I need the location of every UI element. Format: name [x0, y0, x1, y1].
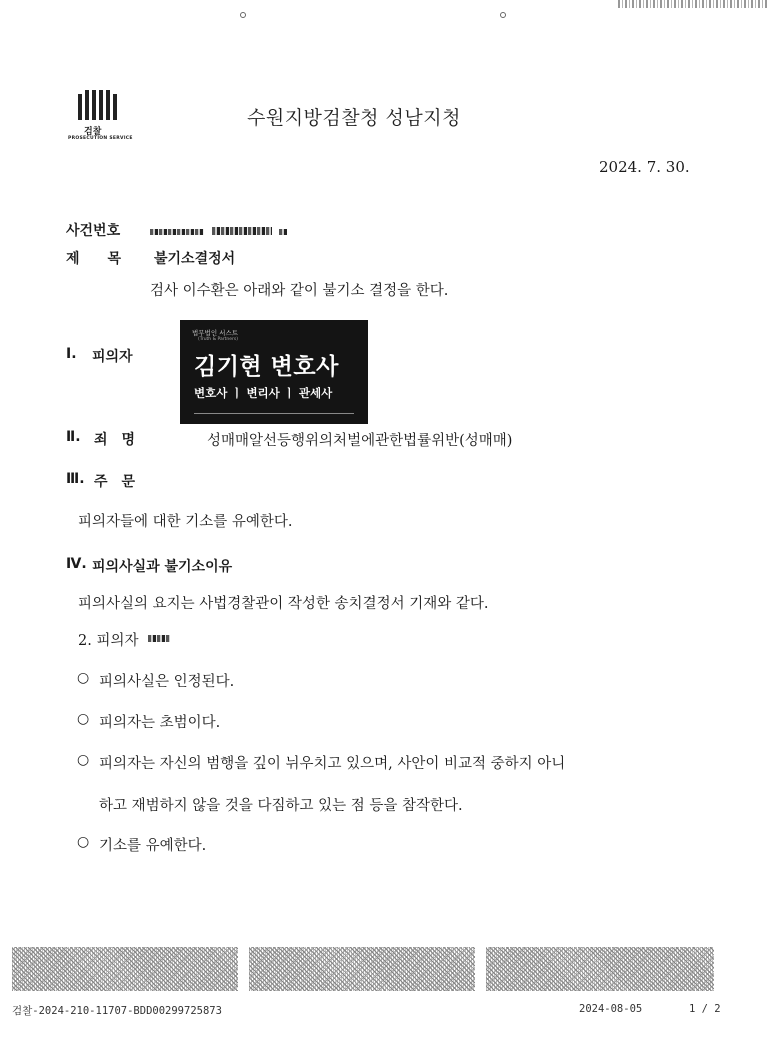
finding-item: 피의자는 초범이다.: [99, 715, 221, 731]
title-label: 제 목: [66, 251, 122, 267]
ad-firm-name: 법무법인 서스트: [192, 329, 239, 337]
corner-barcode-noise: [618, 0, 768, 8]
section-suspect-label: 피의자: [92, 349, 133, 365]
section-charge-number: Ⅱ.: [66, 429, 81, 445]
document-code: 검찰-2024-210-11707-BDD00299725873: [12, 1005, 222, 1017]
security-pattern: [12, 947, 238, 991]
redacted-case-number: [212, 227, 272, 235]
finding-item: 피의자는 자신의 범행을 깊이 뉘우치고 있으며, 사안이 비교적 중하지 아니: [99, 756, 566, 772]
print-date: 2024-08-05: [579, 1003, 643, 1015]
ad-lawyer-roles: 변호사 ㅣ 변리사 ㅣ 관세사: [194, 386, 333, 400]
bullet-icon: ○: [77, 711, 90, 727]
case-number-label: 사건번호: [66, 223, 121, 239]
scan-dot: [500, 12, 506, 18]
scan-dot: [240, 12, 246, 18]
section-facts-label: 피의사실과 불기소이유: [92, 559, 233, 575]
bullet-icon: ○: [77, 752, 90, 768]
suspect-item-heading: 2. 피의자: [78, 633, 139, 649]
section-disposition-number: Ⅲ.: [66, 471, 85, 487]
logo-name: 검찰: [84, 127, 102, 137]
ad-divider: [194, 413, 354, 414]
redacted-case-number: [279, 229, 287, 235]
finding-item: 기소를 유예한다.: [99, 838, 207, 854]
section-disposition-label: 주 문: [94, 474, 136, 490]
finding-item: 피의사실은 인정된다.: [99, 674, 235, 690]
bullet-icon: ○: [77, 670, 90, 686]
section-charge-label: 죄 명: [94, 432, 136, 448]
security-pattern: [249, 947, 475, 991]
intro-sentence: 검사 이수환은 아래와 같이 불기소 결정을 한다.: [150, 283, 449, 299]
ad-firm-subtitle: (Truth & Partners): [198, 337, 238, 342]
prosecution-logo-icon: [78, 90, 117, 120]
page-number: 1 / 2: [689, 1003, 721, 1015]
facts-summary: 피의사실의 요지는 사법경찰관이 작성한 송치결정서 기재와 같다.: [78, 596, 489, 612]
office-name: 수원지방검찰청 성남지청: [247, 107, 461, 129]
bullet-icon: ○: [77, 834, 90, 850]
section-suspect-number: Ⅰ.: [66, 346, 77, 362]
document-date: 2024. 7. 30.: [599, 158, 690, 176]
redacted-suspect-name: [148, 635, 170, 642]
section-facts-number: Ⅳ.: [66, 556, 87, 572]
ad-lawyer-name: 김기현 변호사: [194, 354, 339, 380]
disposition-value: 피의자들에 대한 기소를 유예한다.: [78, 514, 293, 530]
title-value: 불기소결정서: [154, 251, 236, 267]
logo-subtitle: PROSECUTION SERVICE: [68, 136, 133, 141]
security-pattern: [486, 947, 714, 991]
finding-item-continued: 하고 재범하지 않을 것을 다짐하고 있는 점 등을 참작한다.: [99, 798, 463, 814]
charge-value: 성매매알선등행위의처벌에관한법률위반(성매매): [207, 433, 513, 449]
lawyer-ad-overlay[interactable]: [180, 320, 368, 424]
redacted-case-number: [150, 229, 204, 235]
